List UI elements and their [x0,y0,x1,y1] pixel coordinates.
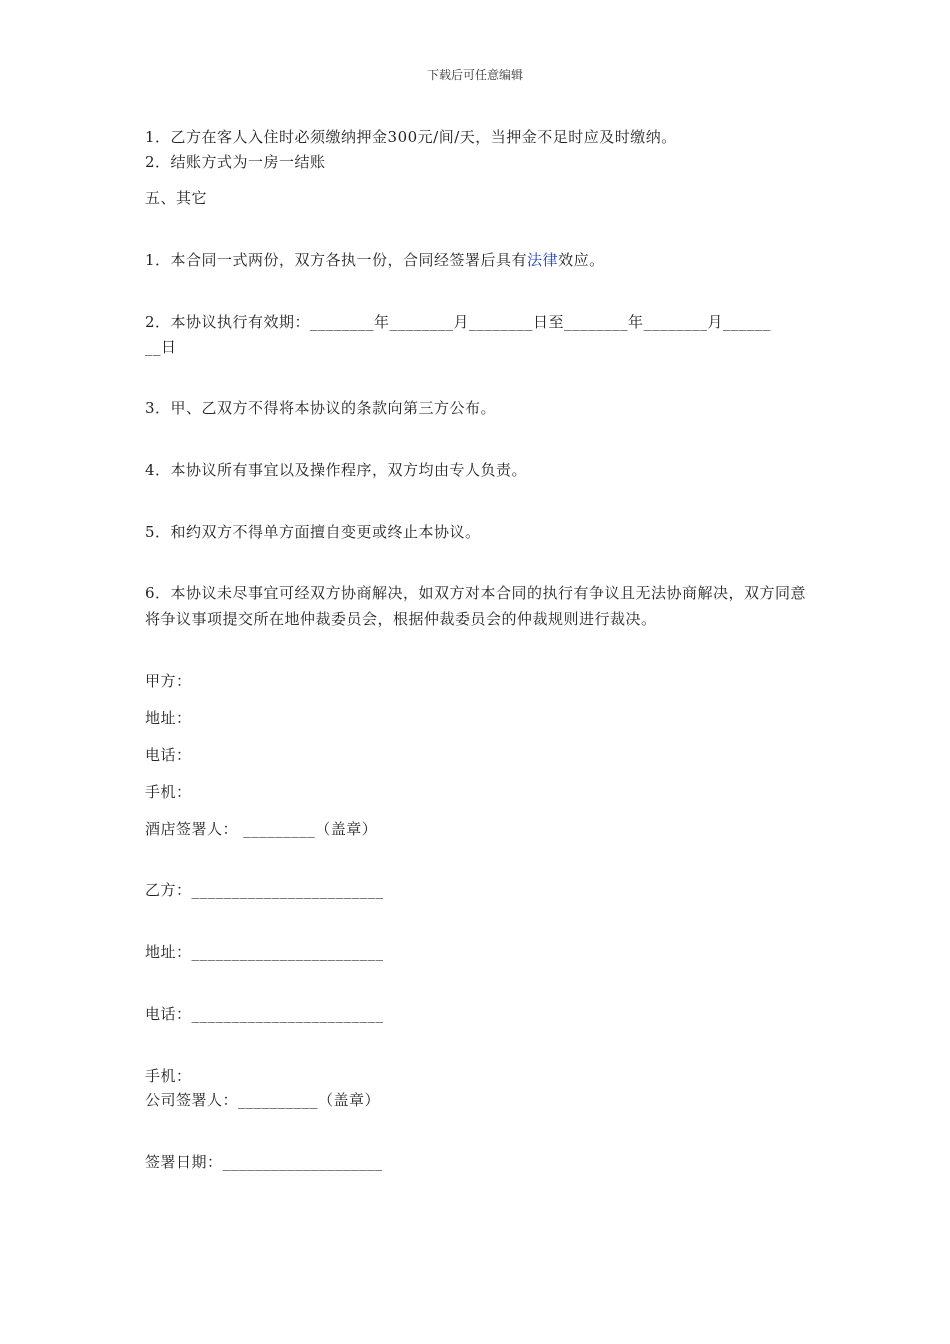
section-heading: 五、其它 [145,189,208,207]
party-b-label: 乙方：________________________ [145,881,384,899]
signing-date: 签署日期：____________________ [145,1153,383,1171]
party-b-address: 地址：________________________ [145,943,384,961]
party-b-phone: 电话：________________________ [145,1005,384,1023]
clause-6: 6．本协议未尽事宜可经双方协商解决，如双方对本合同的执行有争议且无法协商解决，双方同意将争议事项提交所在地仲裁委员会，根据仲裁委员会的仲裁规则进行裁决。 [145,584,807,628]
clause-4: 4．本协议所有事宜以及操作程序，双方均由专人负责。 [145,461,528,479]
clause-1-text-before: 1．本合同一式两份，双方各执一份，合同经签署后具有 [145,251,528,269]
party-a-mobile: 手机： [145,783,192,801]
clause-1 [145,250,605,270]
party-a-address: 地址： [145,709,192,727]
party-a-phone: 电话： [145,746,192,764]
checkout-clause: 2．结账方式为一房一结账 [145,153,326,171]
page-header: 下载后可任意编辑 [426,68,523,82]
clause-1-text-after: 效应。 [558,251,605,269]
law-link[interactable]: 法律 [527,251,559,269]
clause-5: 5．和约双方不得单方面擅自变更或终止本协议。 [145,523,481,541]
hotel-signer: 酒店签署人： _________（盖章） [145,820,378,838]
party-b-mobile: 手机： [145,1067,192,1085]
party-a-label: 甲方： [145,672,192,690]
company-signer: 公司签署人：__________（盖章） [145,1091,381,1109]
clause-2-line-1: 2．本协议执行有效期：________年________月________日至________年________月______ [145,313,772,331]
deposit-clause: 1．乙方在客人入住时必须缴纳押金300元/间/天，当押金不足时应及时缴纳。 [145,128,677,146]
clause-2-line-2: __日 [145,338,177,356]
clause-3: 3．甲、乙双方不得将本协议的条款向第三方公布。 [145,399,497,417]
